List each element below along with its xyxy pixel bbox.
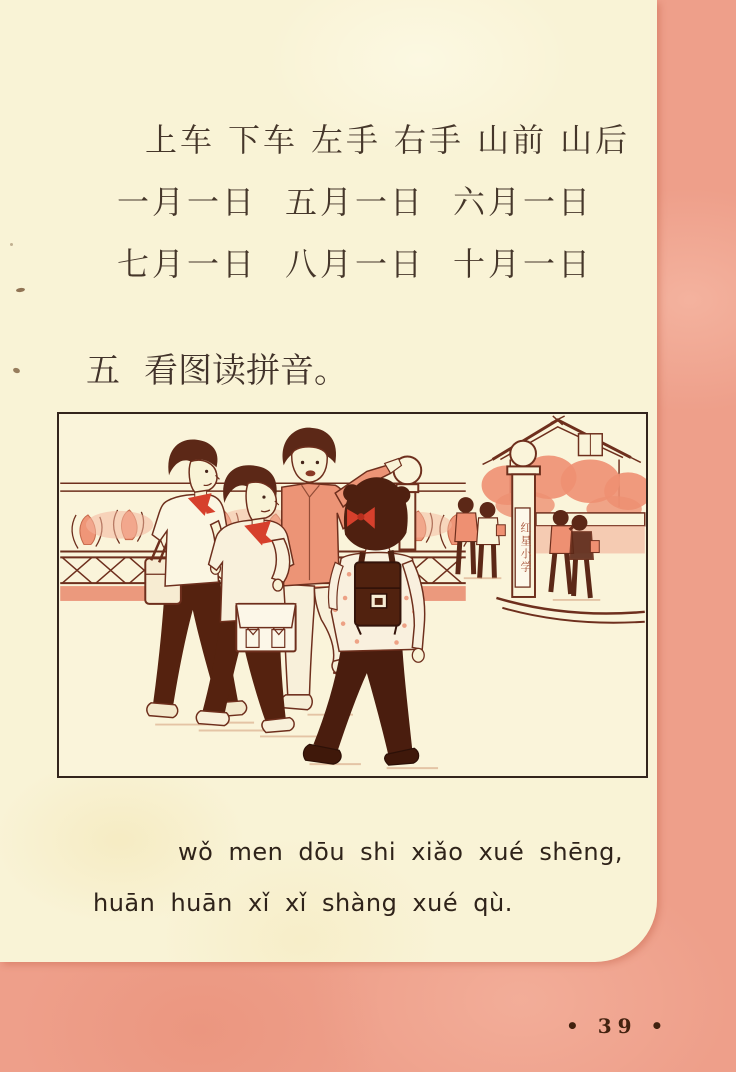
exercise-heading xyxy=(86,343,348,392)
word-row-2 xyxy=(117,177,593,223)
gate-sign-text: 红星小学 xyxy=(519,522,532,574)
scan-speck xyxy=(10,243,13,246)
hanzi-word: 十月一日 xyxy=(453,245,594,283)
page-number: • 39 • xyxy=(566,1014,670,1038)
pinyin-line-2: huān huān xǐ xǐ shàng xué qù. xyxy=(93,889,513,917)
hanzi-word: 右手 xyxy=(394,121,465,159)
pinyin-line-1: wǒ men dōu shi xiǎo xué shēng, xyxy=(178,838,623,866)
hanzi-word: 一月一日 xyxy=(117,183,258,221)
exercise-number: 五 xyxy=(86,351,120,391)
hanzi-word: 左手 xyxy=(311,121,382,159)
hanzi-word: 八月一日 xyxy=(285,245,426,283)
hanzi-word: 五月一日 xyxy=(285,183,426,221)
road-curve xyxy=(496,598,644,623)
illustration-frame xyxy=(57,412,648,778)
hanzi-word: 山前 xyxy=(477,121,548,159)
hanzi-word: 上车 xyxy=(145,121,216,159)
word-row-1 xyxy=(145,115,630,161)
exercise-title: 看图读拼音。 xyxy=(144,351,348,391)
hanzi-word: 山后 xyxy=(560,121,631,159)
hanzi-word: 七月一日 xyxy=(117,245,258,283)
hanzi-word: 六月一日 xyxy=(453,183,594,221)
school-scene-illustration xyxy=(59,414,646,776)
word-row-3 xyxy=(117,239,593,285)
hanzi-word: 下车 xyxy=(228,121,299,159)
